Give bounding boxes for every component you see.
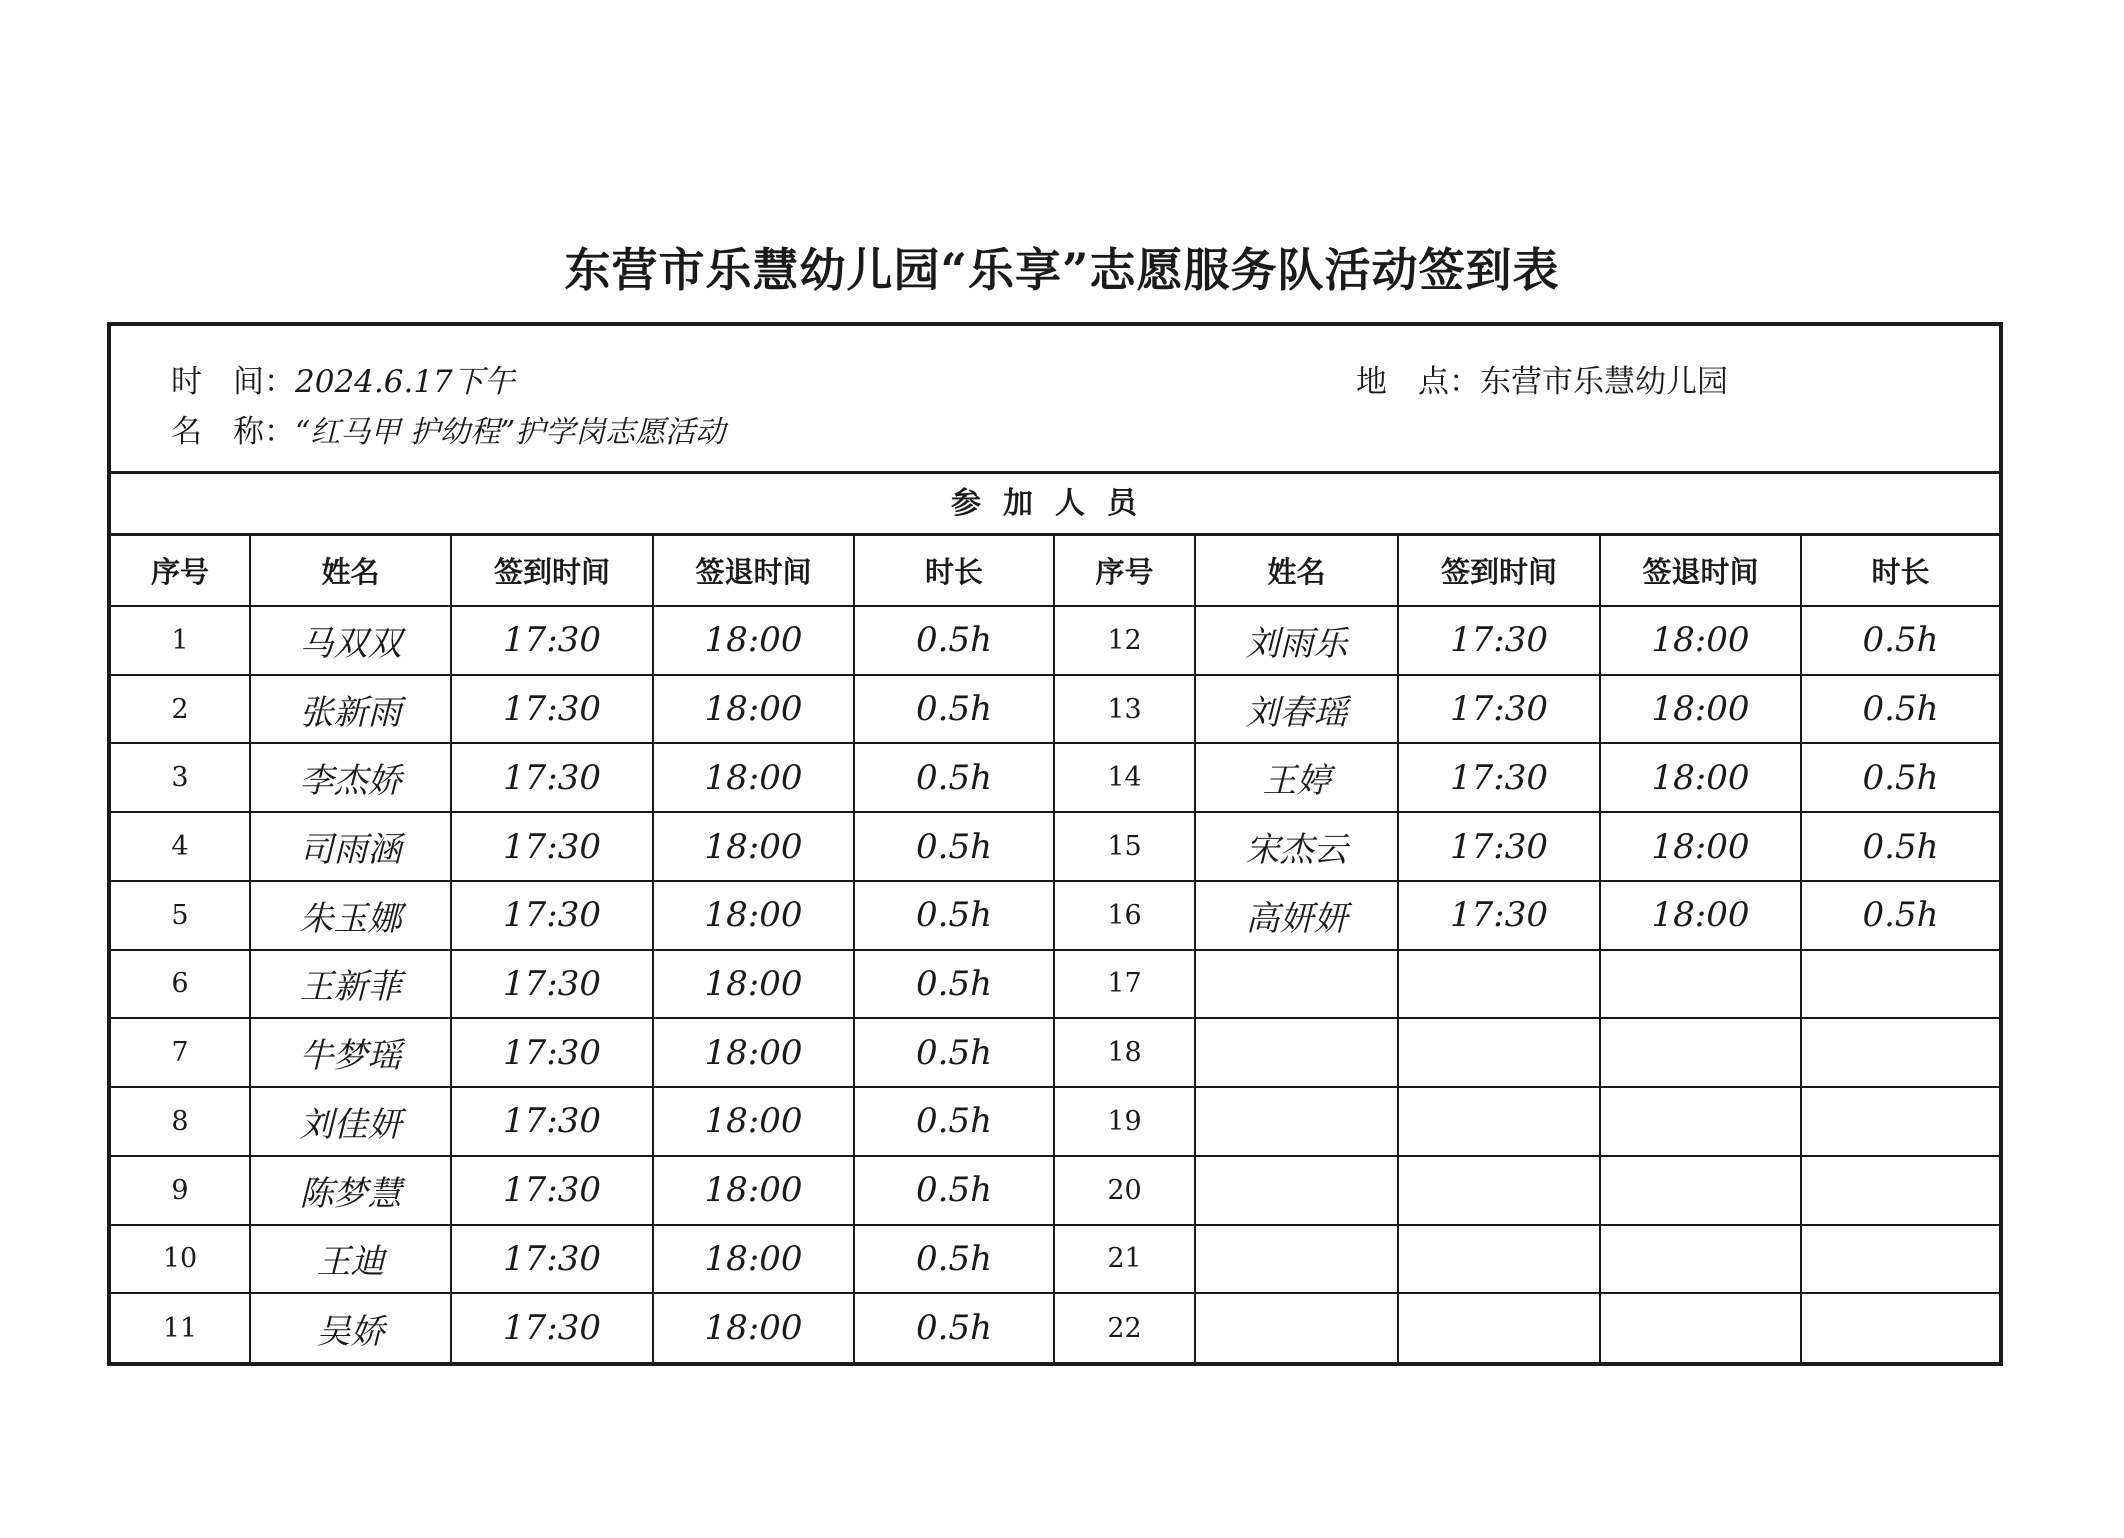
signout-time-cell (1600, 1087, 1801, 1156)
row-number-cell: 5 (111, 881, 250, 950)
signout-time-cell: 18:00 (1600, 743, 1801, 812)
signout-time-cell: 18:00 (1600, 881, 1801, 950)
signin-time-cell: 17:30 (451, 743, 653, 812)
signature-cell (1195, 950, 1398, 1019)
signin-time-cell: 17:30 (451, 950, 653, 1019)
signin-time-cell: 17:30 (1398, 743, 1600, 812)
table-row (111, 1018, 1999, 1087)
signature-cell: 吴娇 (250, 1293, 451, 1362)
signout-time-cell: 18:00 (653, 881, 854, 950)
duration-cell: 0.5h (854, 1156, 1054, 1225)
row-number-cell: 20 (1054, 1156, 1195, 1225)
table-row (111, 950, 1999, 1019)
signin-time-cell (1398, 1293, 1600, 1362)
place-label: 地 点： (1356, 364, 1480, 400)
signature-cell: 王迪 (250, 1225, 451, 1294)
row-number-cell: 11 (111, 1293, 250, 1362)
signin-time-cell: 17:30 (451, 1156, 653, 1225)
duration-cell: 0.5h (854, 1225, 1054, 1294)
signature-cell: 朱玉娜 (250, 881, 451, 950)
signout-time-cell: 18:00 (653, 1225, 854, 1294)
row-number-cell: 13 (1054, 675, 1195, 744)
signin-time-cell (1398, 1018, 1600, 1087)
row-number-cell: 1 (111, 606, 250, 675)
signature-cell: 刘春瑶 (1195, 675, 1398, 744)
signin-time-cell: 17:30 (1398, 606, 1600, 675)
row-number-cell: 6 (111, 950, 250, 1019)
signin-time-cell: 17:30 (451, 1018, 653, 1087)
signin-time-cell: 17:30 (451, 1087, 653, 1156)
signout-time-cell (1600, 950, 1801, 1019)
duration-cell: 0.5h (854, 1018, 1054, 1087)
section-title: 参加人员 (951, 486, 1159, 521)
attendance-table (111, 536, 1999, 1362)
row-number-cell: 17 (1054, 950, 1195, 1019)
activity-name-label: 名 称： (171, 414, 295, 450)
signature-cell: 高妍妍 (1195, 881, 1398, 950)
signout-time-cell (1600, 1225, 1801, 1294)
duration-cell (1801, 1018, 1999, 1087)
col-header: 姓名 (250, 536, 451, 606)
row-number-cell: 22 (1054, 1293, 1195, 1362)
col-header: 时长 (1801, 536, 1999, 606)
table-row (111, 743, 1999, 812)
row-number-cell: 10 (111, 1225, 250, 1294)
row-number-cell: 4 (111, 812, 250, 881)
signature-cell: 陈梦慧 (250, 1156, 451, 1225)
signin-time-cell: 17:30 (451, 675, 653, 744)
duration-cell: 0.5h (854, 812, 1054, 881)
table-row (111, 606, 1999, 675)
duration-cell: 0.5h (1801, 881, 1999, 950)
table-row (111, 1087, 1999, 1156)
row-number-cell: 16 (1054, 881, 1195, 950)
place-value: 东营市乐慧幼儿园 (1480, 364, 1728, 400)
col-header: 姓名 (1195, 536, 1398, 606)
row-number-cell: 18 (1054, 1018, 1195, 1087)
duration-cell (1801, 950, 1999, 1019)
signature-cell (1195, 1087, 1398, 1156)
row-number-cell: 7 (111, 1018, 250, 1087)
row-number-cell: 21 (1054, 1225, 1195, 1294)
signout-time-cell: 18:00 (653, 1087, 854, 1156)
col-header: 签退时间 (653, 536, 854, 606)
duration-cell (1801, 1225, 1999, 1294)
signin-sheet (107, 322, 2003, 1366)
duration-cell: 0.5h (854, 675, 1054, 744)
activity-name-value: “红马甲 护幼程”护学岗志愿活动 (295, 415, 726, 450)
duration-cell (1801, 1087, 1999, 1156)
signin-time-cell: 17:30 (451, 1293, 653, 1362)
col-header: 签到时间 (451, 536, 653, 606)
table-row (111, 675, 1999, 744)
signature-cell (1195, 1225, 1398, 1294)
signout-time-cell: 18:00 (1600, 675, 1801, 744)
signout-time-cell: 18:00 (653, 1156, 854, 1225)
row-number-cell: 8 (111, 1087, 250, 1156)
signin-time-cell: 17:30 (451, 1225, 653, 1294)
signature-cell: 司雨涵 (250, 812, 451, 881)
signin-time-cell: 17:30 (1398, 675, 1600, 744)
signature-cell: 张新雨 (250, 675, 451, 744)
duration-cell (1801, 1156, 1999, 1225)
signin-time-cell: 17:30 (451, 606, 653, 675)
signout-time-cell: 18:00 (1600, 812, 1801, 881)
signout-time-cell: 18:00 (653, 743, 854, 812)
signin-time-cell: 17:30 (451, 812, 653, 881)
signin-time-cell (1398, 950, 1600, 1019)
col-header: 序号 (1054, 536, 1195, 606)
time-field (171, 356, 515, 401)
signout-time-cell (1600, 1018, 1801, 1087)
col-header: 序号 (111, 536, 250, 606)
duration-cell: 0.5h (1801, 743, 1999, 812)
col-header: 签退时间 (1600, 536, 1801, 606)
signature-cell (1195, 1156, 1398, 1225)
table-header-row (111, 536, 1999, 606)
signin-time-cell: 17:30 (451, 881, 653, 950)
signature-cell: 牛梦瑶 (250, 1018, 451, 1087)
duration-cell: 0.5h (1801, 606, 1999, 675)
signature-cell: 刘佳妍 (250, 1087, 451, 1156)
duration-cell: 0.5h (1801, 812, 1999, 881)
row-number-cell: 9 (111, 1156, 250, 1225)
signout-time-cell: 18:00 (653, 606, 854, 675)
place-field (1356, 356, 1728, 401)
signature-cell: 王婷 (1195, 743, 1398, 812)
signout-time-cell: 18:00 (653, 812, 854, 881)
duration-cell: 0.5h (854, 881, 1054, 950)
signout-time-cell: 18:00 (653, 1018, 854, 1087)
form-title: 东营市乐慧幼儿园“乐享”志愿服务队活动签到表 (564, 243, 1560, 297)
signature-cell: 李杰娇 (250, 743, 451, 812)
time-label: 时 间： (171, 364, 295, 400)
signout-time-cell: 18:00 (1600, 606, 1801, 675)
duration-cell: 0.5h (854, 950, 1054, 1019)
col-header: 签到时间 (1398, 536, 1600, 606)
table-row (111, 1293, 1999, 1362)
table-row (111, 812, 1999, 881)
signout-time-cell: 18:00 (653, 675, 854, 744)
table-row (111, 881, 1999, 950)
row-number-cell: 15 (1054, 812, 1195, 881)
signout-time-cell (1600, 1293, 1801, 1362)
row-number-cell: 14 (1054, 743, 1195, 812)
signature-cell: 宋杰云 (1195, 812, 1398, 881)
signin-time-cell: 17:30 (1398, 881, 1600, 950)
row-number-cell: 12 (1054, 606, 1195, 675)
signature-cell (1195, 1018, 1398, 1087)
time-value: 2024.6.17下午 (295, 364, 515, 400)
row-number-cell: 19 (1054, 1087, 1195, 1156)
signature-cell: 王新菲 (250, 950, 451, 1019)
table-row (111, 1156, 1999, 1225)
duration-cell: 0.5h (854, 743, 1054, 812)
col-header: 时长 (854, 536, 1054, 606)
signin-time-cell: 17:30 (1398, 812, 1600, 881)
signin-time-cell (1398, 1225, 1600, 1294)
row-number-cell: 3 (111, 743, 250, 812)
signin-time-cell (1398, 1156, 1600, 1225)
duration-cell: 0.5h (854, 1087, 1054, 1156)
signature-cell: 马双双 (250, 606, 451, 675)
row-number-cell: 2 (111, 675, 250, 744)
duration-cell: 0.5h (854, 606, 1054, 675)
duration-cell (1801, 1293, 1999, 1362)
signature-cell (1195, 1293, 1398, 1362)
table-row (111, 1225, 1999, 1294)
signin-time-cell (1398, 1087, 1600, 1156)
duration-cell: 0.5h (1801, 675, 1999, 744)
duration-cell: 0.5h (854, 1293, 1054, 1362)
activity-name-field (171, 406, 725, 451)
signout-time-cell (1600, 1156, 1801, 1225)
signature-cell: 刘雨乐 (1195, 606, 1398, 675)
signout-time-cell: 18:00 (653, 950, 854, 1019)
signout-time-cell: 18:00 (653, 1293, 854, 1362)
